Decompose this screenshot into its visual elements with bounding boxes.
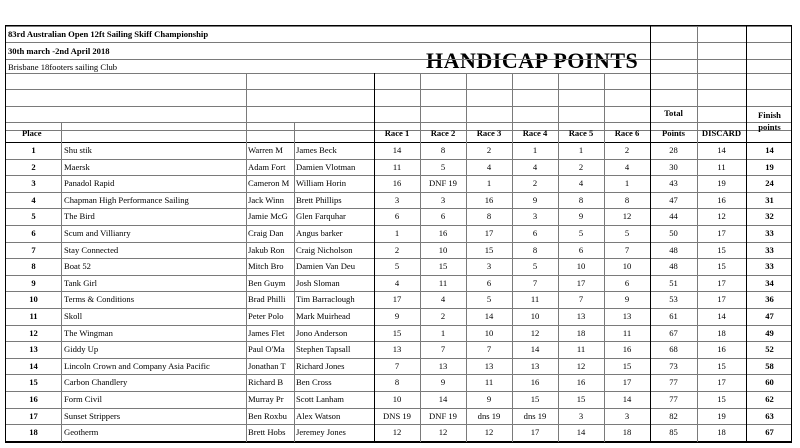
cell-race1: 8: [394, 377, 400, 388]
event-dates: 30th march -2nd April 2018: [8, 46, 110, 56]
cell-crew: William Horin: [296, 178, 347, 189]
cell-place: 13: [29, 344, 38, 355]
cell-race2: 9: [440, 377, 446, 388]
cell-crew: Brett Phillips: [296, 194, 342, 205]
cell-race6: 5: [624, 228, 630, 238]
cell-race1: 4: [394, 277, 400, 288]
cell-skipper: Ben Guym: [248, 277, 286, 288]
cell-race3: 12: [484, 427, 494, 438]
cell-race1: 12: [392, 427, 402, 438]
cell-total: 68: [669, 344, 678, 355]
cell-discard: 14: [717, 145, 726, 155]
cell-race6: 14: [622, 394, 632, 404]
cell-race6: 18: [622, 427, 632, 438]
cell-race4: 11: [530, 294, 540, 305]
cell-finish: 34: [765, 277, 774, 288]
cell-place: 16: [29, 394, 38, 404]
cell-discard: 17: [717, 277, 726, 288]
cell-race6: 4: [624, 161, 630, 172]
cell-boat: Chapman High Performance Sailing: [64, 194, 189, 205]
cell-race6: 7: [624, 244, 630, 255]
cell-place: 12: [29, 327, 38, 338]
cell-race6: 9: [624, 294, 630, 305]
cell-race1: DNS 19: [383, 410, 411, 421]
cell-race2: 5: [440, 161, 446, 172]
cell-total: 53: [669, 294, 678, 305]
cell-boat: Scum and Villianry: [64, 228, 131, 238]
cell-place: 1: [31, 145, 36, 155]
cell-total: 50: [669, 228, 678, 238]
cell-discard: 19: [717, 178, 726, 189]
cell-race4: 14: [530, 344, 540, 355]
cell-crew: Richard Jones: [296, 360, 345, 371]
cell-skipper: Richard B: [248, 377, 284, 388]
cell-finish: 49: [765, 327, 774, 338]
column-header-finish-points: points: [758, 122, 781, 132]
cell-finish: 62: [765, 394, 774, 404]
grid-row-line: [6, 208, 791, 209]
cell-race3: 4: [486, 161, 492, 172]
cell-race3: 1: [486, 178, 492, 189]
column-header-race6: Race 6: [614, 128, 640, 138]
cell-race5: 17: [576, 277, 586, 288]
grid-row-line: [6, 308, 791, 309]
grid-row-line: [6, 175, 791, 176]
cell-race5: 2: [578, 161, 584, 172]
grid-row-line: [6, 441, 791, 442]
cell-race6: 16: [622, 344, 632, 355]
cell-race2: 11: [438, 277, 448, 288]
grid-row-line: [6, 408, 791, 409]
cell-race4: 10: [530, 311, 540, 321]
cell-skipper: Jamie McG: [248, 211, 288, 222]
cell-race1: 17: [392, 294, 402, 305]
cell-place: 7: [31, 244, 36, 255]
grid-row-line: [6, 358, 791, 359]
cell-crew: Josh Sloman: [296, 277, 340, 288]
cell-finish: 63: [765, 410, 774, 421]
cell-race5: 13: [576, 311, 586, 321]
cell-total: 61: [669, 311, 678, 321]
column-header-finish: Finish: [758, 110, 781, 120]
grid-row-line: [6, 225, 791, 226]
grid-row-line: [6, 142, 791, 143]
cell-finish: 47: [765, 311, 774, 321]
grid-row-line: [6, 374, 791, 375]
grid-row-line: [6, 325, 791, 326]
cell-race6: 12: [622, 211, 632, 222]
grid-row-line: [6, 258, 791, 259]
cell-finish: 36: [765, 294, 774, 305]
cell-discard: 17: [717, 294, 726, 305]
cell-race2: 16: [438, 228, 448, 238]
cell-place: 18: [29, 427, 38, 438]
cell-race2: 15: [438, 261, 448, 272]
cell-race1: 5: [394, 261, 400, 272]
cell-race4: 4: [532, 161, 538, 172]
cell-race5: 18: [576, 327, 586, 338]
cell-discard: 17: [717, 377, 726, 388]
cell-race5: 4: [578, 178, 584, 189]
cell-finish: 19: [765, 161, 774, 172]
grid-row-line: [6, 242, 791, 243]
cell-finish: 33: [765, 244, 774, 255]
cell-total: 73: [669, 360, 678, 371]
cell-skipper: Peter Polo: [248, 311, 284, 321]
cell-race2: DNF 19: [429, 410, 457, 421]
cell-boat: Sunset Strippers: [64, 410, 121, 421]
cell-discard: 15: [717, 394, 726, 404]
cell-place: 9: [31, 277, 36, 288]
cell-total: 48: [669, 261, 678, 272]
cell-boat: Skoll: [64, 311, 83, 321]
cell-skipper: Cameron M: [248, 178, 290, 189]
grid-row-line: [6, 424, 791, 425]
cell-race2: 13: [438, 360, 448, 371]
cell-crew: Tim Barraclough: [296, 294, 355, 305]
results-sheet: [5, 25, 792, 443]
cell-finish: 31: [765, 194, 774, 205]
cell-skipper: Jack Winn: [248, 194, 285, 205]
cell-boat: Giddy Up: [64, 344, 99, 355]
cell-race4: 6: [532, 228, 538, 238]
cell-skipper: Brett Hobs: [248, 427, 286, 438]
cell-race2: 3: [440, 194, 446, 205]
grid-row-line: [6, 73, 791, 74]
cell-finish: 33: [765, 228, 774, 238]
cell-race1: 2: [394, 244, 400, 255]
cell-race6: 2: [624, 145, 630, 155]
column-header-race5: Race 5: [568, 128, 594, 138]
cell-boat: Panadol Rapid: [64, 178, 115, 189]
cell-place: 17: [29, 410, 38, 421]
cell-race2: 7: [440, 344, 446, 355]
cell-crew: Angus barker: [296, 228, 343, 238]
cell-finish: 58: [765, 360, 774, 371]
cell-discard: 12: [717, 211, 726, 222]
cell-crew: James Beck: [296, 145, 337, 155]
cell-race6: 11: [622, 327, 632, 338]
grid-col-line: [246, 73, 247, 442]
cell-race2: 2: [440, 311, 446, 321]
event-title: 83rd Australian Open 12ft Sailing Skiff Championship: [8, 29, 209, 39]
cell-race1: 13: [392, 344, 402, 355]
column-header-total: Total: [664, 108, 683, 118]
cell-race1: 10: [392, 394, 402, 404]
cell-race4: 16: [530, 377, 540, 388]
cell-race3: 7: [486, 344, 492, 355]
cell-race1: 15: [392, 327, 402, 338]
cell-place: 11: [29, 311, 38, 321]
cell-race6: 10: [622, 261, 632, 272]
cell-finish: 24: [765, 178, 774, 189]
cell-skipper: Murray Pr: [248, 394, 284, 404]
cell-race5: 1: [578, 145, 584, 155]
grid-row-line: [6, 275, 791, 276]
cell-total: 47: [669, 194, 678, 205]
cell-race4: 8: [532, 244, 538, 255]
cell-skipper: Paul O'Ma: [248, 344, 285, 355]
cell-total: 48: [669, 244, 678, 255]
cell-race1: 14: [392, 145, 402, 155]
cell-finish: 52: [765, 344, 774, 355]
cell-race3: 10: [484, 327, 494, 338]
cell-place: 5: [31, 211, 36, 222]
cell-boat: Stay Connected: [64, 244, 119, 255]
cell-discard: 18: [717, 427, 726, 438]
cell-finish: 33: [765, 261, 774, 272]
cell-race1: 1: [394, 228, 400, 238]
cell-boat: Form Civil: [64, 394, 102, 404]
cell-place: 8: [31, 261, 36, 272]
cell-race6: 17: [622, 377, 632, 388]
cell-boat: Tank Girl: [64, 277, 98, 288]
grid-row-line: [6, 59, 791, 60]
cell-discard: 16: [717, 344, 726, 355]
cell-race3: 14: [484, 311, 494, 321]
grid-row-line: [6, 291, 791, 292]
grid-row-line: [6, 26, 791, 27]
cell-race4: 2: [532, 178, 538, 189]
cell-race1: 16: [392, 178, 402, 189]
grid-col-line: [61, 122, 62, 442]
cell-finish: 32: [765, 211, 774, 222]
cell-boat: Carbon Chandlery: [64, 377, 128, 388]
grid-row-line: [6, 122, 791, 123]
cell-crew: Damien Van Deu: [296, 261, 356, 272]
column-header-points: Points: [662, 128, 685, 138]
cell-race3: 16: [484, 194, 494, 205]
cell-race1: 7: [394, 360, 400, 371]
cell-crew: Damien Vlotman: [296, 161, 356, 172]
cell-race1: 6: [394, 211, 400, 222]
cell-race3: 5: [486, 294, 492, 305]
cell-crew: Craig Nicholson: [296, 244, 353, 255]
cell-place: 2: [31, 161, 36, 172]
cell-race3: 8: [486, 211, 492, 222]
cell-race4: 1: [532, 145, 538, 155]
cell-discard: 18: [717, 327, 726, 338]
cell-race5: 12: [576, 360, 586, 371]
cell-race2: 10: [438, 244, 448, 255]
grid-row-line: [6, 89, 791, 90]
cell-crew: Alex Watson: [296, 410, 341, 421]
cell-race4: 13: [530, 360, 540, 371]
cell-skipper: Jakub Ron: [248, 244, 285, 255]
cell-race4: 3: [532, 211, 538, 222]
cell-place: 3: [31, 178, 36, 189]
cell-total: 77: [669, 377, 678, 388]
cell-race4: dns 19: [523, 410, 547, 421]
cell-race2: 14: [438, 394, 448, 404]
cell-place: 4: [31, 194, 36, 205]
cell-discard: 19: [717, 410, 726, 421]
column-header-race4: Race 4: [522, 128, 548, 138]
cell-total: 77: [669, 394, 678, 404]
cell-race3: 9: [486, 394, 492, 404]
cell-race5: 7: [578, 294, 584, 305]
cell-skipper: Ben Roxbu: [248, 410, 287, 421]
cell-skipper: Warren M: [248, 145, 283, 155]
cell-race2: 6: [440, 211, 446, 222]
column-header-race2: Race 2: [430, 128, 456, 138]
grid-row-line: [6, 391, 791, 392]
page-title: HANDICAP POINTS: [426, 48, 639, 73]
grid-row-line: [6, 42, 791, 43]
cell-boat: The Wingman: [64, 327, 113, 338]
cell-race5: 10: [576, 261, 586, 272]
cell-race5: 11: [576, 344, 586, 355]
cell-race6: 3: [624, 410, 630, 421]
cell-boat: Geotherm: [64, 427, 99, 438]
cell-skipper: Brad Philli: [248, 294, 286, 305]
cell-race2: 8: [440, 145, 446, 155]
cell-crew: Jono Anderson: [296, 327, 348, 338]
cell-race3: 3: [486, 261, 492, 272]
cell-total: 28: [669, 145, 678, 155]
cell-total: 51: [669, 277, 678, 288]
cell-race5: 3: [578, 410, 584, 421]
cell-total: 43: [669, 178, 678, 189]
grid-row-line: [6, 341, 791, 342]
cell-race3: 11: [484, 377, 494, 388]
cell-boat: The Bird: [64, 211, 95, 222]
column-header-race3: Race 3: [476, 128, 502, 138]
cell-race3: 15: [484, 244, 494, 255]
cell-race1: 9: [394, 311, 400, 321]
grid-row-line: [6, 159, 791, 160]
cell-race6: 15: [622, 360, 632, 371]
cell-place: 14: [29, 360, 38, 371]
cell-race1: 11: [392, 161, 402, 172]
cell-skipper: Craig Dan: [248, 228, 284, 238]
cell-race5: 15: [576, 394, 586, 404]
cell-crew: Scott Lanham: [296, 394, 344, 404]
cell-discard: 17: [717, 228, 726, 238]
cell-race5: 8: [578, 194, 584, 205]
cell-crew: Stephen Tapsall: [296, 344, 351, 355]
cell-boat: Shu stik: [64, 145, 92, 155]
grid-col-line: [294, 122, 295, 442]
cell-finish: 14: [765, 145, 774, 155]
cell-skipper: Jonathan T: [248, 360, 286, 371]
cell-discard: 11: [717, 161, 726, 172]
cell-race4: 5: [532, 261, 538, 272]
cell-discard: 15: [717, 360, 726, 371]
cell-race3: 17: [484, 228, 494, 238]
cell-race3: 6: [486, 277, 492, 288]
cell-place: 15: [29, 377, 38, 388]
grid-row-line: [6, 106, 791, 107]
cell-boat: Terms & Conditions: [64, 294, 135, 305]
cell-race4: 9: [532, 194, 538, 205]
cell-boat: Lincoln Crown and Company Asia Pacific: [64, 360, 210, 371]
cell-race1: 3: [394, 194, 400, 205]
cell-total: 82: [669, 410, 678, 421]
cell-race3: 13: [484, 360, 494, 371]
cell-race2: 1: [440, 327, 446, 338]
cell-crew: Jeremey Jones: [296, 427, 346, 438]
cell-finish: 67: [765, 427, 774, 438]
cell-discard: 15: [717, 261, 726, 272]
grid-row-line: [6, 192, 791, 193]
cell-boat: Maersk: [64, 161, 90, 172]
cell-race6: 13: [622, 311, 632, 321]
cell-race2: DNF 19: [429, 178, 457, 189]
cell-race2: 4: [440, 294, 446, 305]
cell-place: 10: [29, 294, 38, 305]
cell-race5: 9: [578, 211, 584, 222]
cell-race6: 6: [624, 277, 630, 288]
cell-skipper: Adam Fort: [248, 161, 286, 172]
cell-skipper: James Flet: [248, 327, 285, 338]
cell-race3: dns 19: [477, 410, 501, 421]
cell-total: 67: [669, 327, 678, 338]
column-header-place: Place: [22, 128, 42, 138]
cell-total: 85: [669, 427, 678, 438]
cell-total: 44: [669, 211, 678, 222]
cell-crew: Mark Muirhead: [296, 311, 351, 321]
cell-race5: 5: [578, 228, 584, 238]
cell-race4: 17: [530, 427, 540, 438]
cell-race4: 12: [530, 327, 540, 338]
cell-race4: 7: [532, 277, 538, 288]
cell-race6: 8: [624, 194, 630, 205]
cell-finish: 60: [765, 377, 774, 388]
cell-race4: 15: [530, 394, 540, 404]
column-header-discard: DISCARD: [701, 128, 742, 138]
cell-race2: 12: [438, 427, 448, 438]
column-header-race1: Race 1: [384, 128, 410, 138]
cell-crew: Glen Farquhar: [296, 211, 346, 222]
cell-place: 6: [31, 228, 36, 238]
cell-race5: 6: [578, 244, 584, 255]
cell-race5: 14: [576, 427, 586, 438]
cell-skipper: Mitch Bro: [248, 261, 284, 272]
cell-discard: 14: [717, 311, 726, 321]
cell-discard: 15: [717, 244, 726, 255]
cell-race3: 2: [486, 145, 492, 155]
cell-race5: 16: [576, 377, 586, 388]
cell-total: 30: [669, 161, 678, 172]
cell-crew: Ben Cross: [296, 377, 332, 388]
club-name: Brisbane 18footers sailing Club: [8, 62, 118, 72]
cell-discard: 16: [717, 194, 726, 205]
cell-race6: 1: [624, 178, 630, 189]
cell-boat: Boat 52: [64, 261, 91, 272]
